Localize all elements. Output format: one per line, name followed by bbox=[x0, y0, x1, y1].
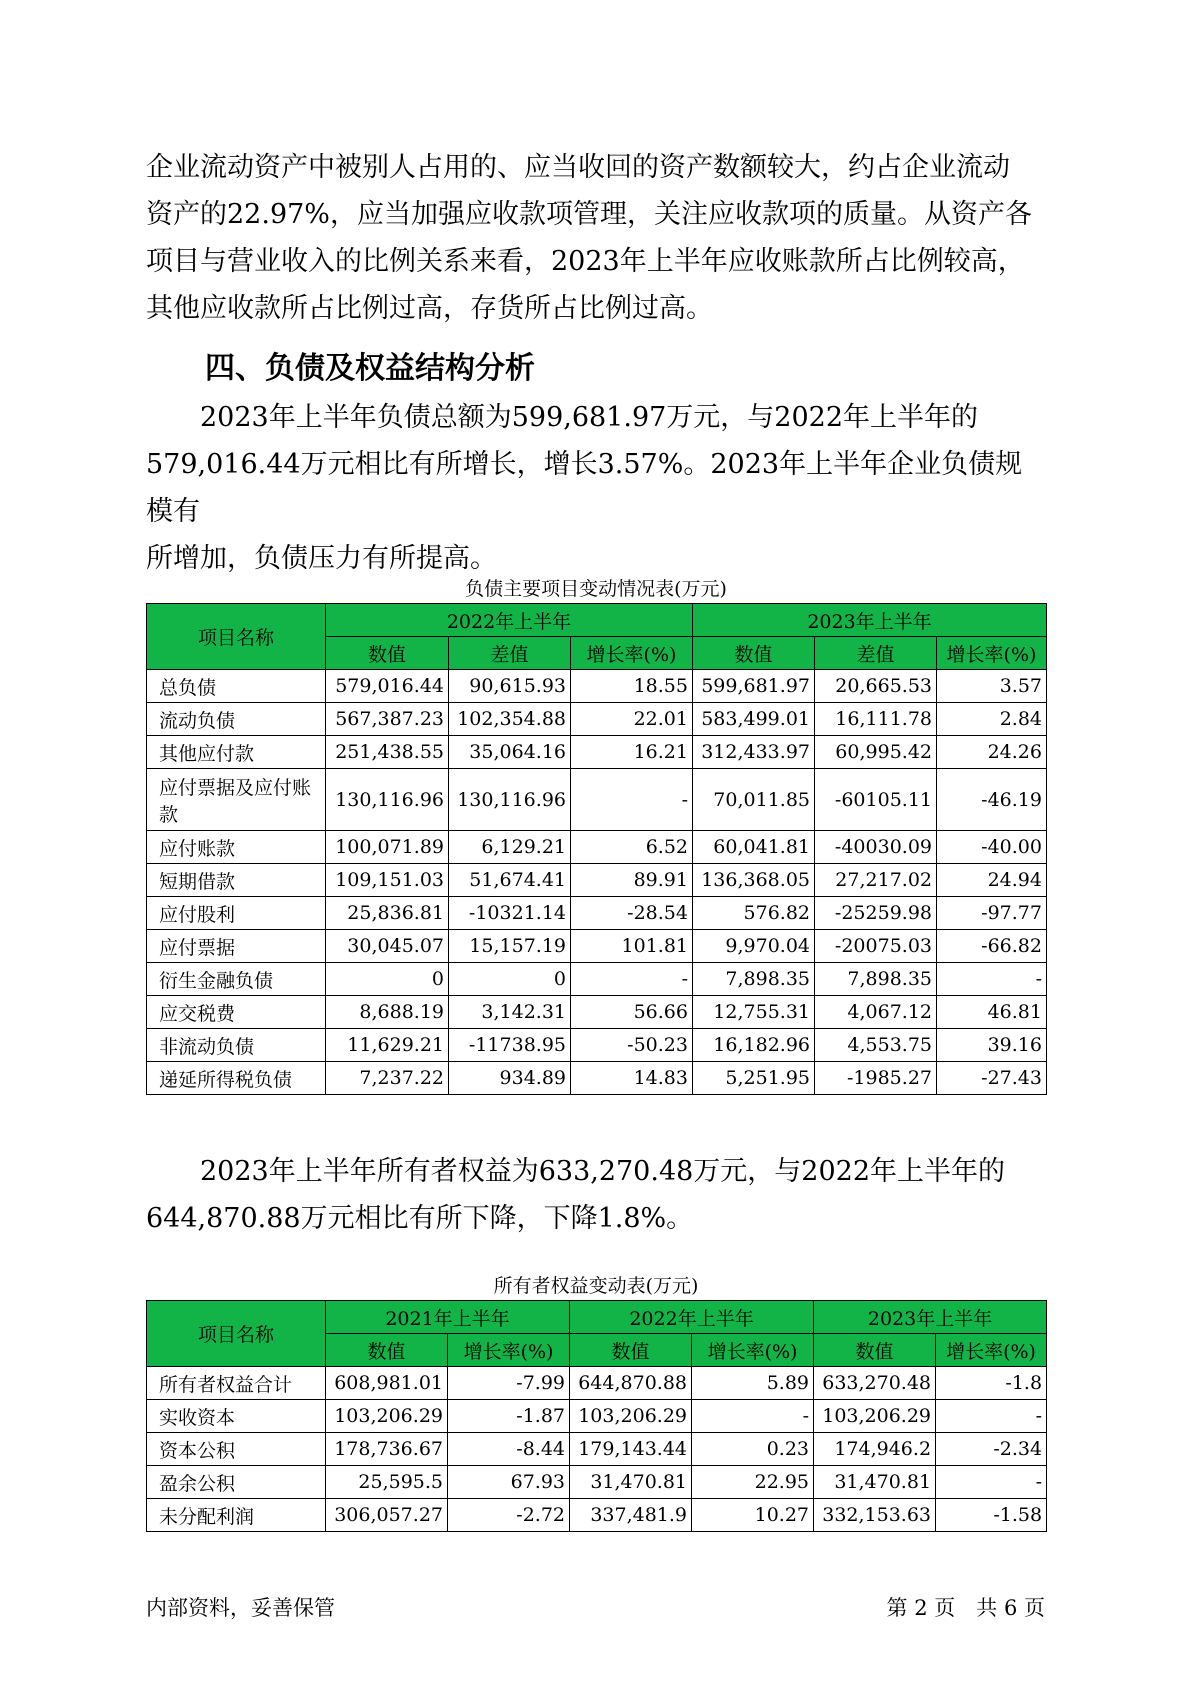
table-cell: -66.82 bbox=[937, 930, 1047, 963]
table-cell: 178,736.67 bbox=[326, 1433, 448, 1466]
row-name-cell: 应付票据及应付账款 bbox=[147, 769, 326, 831]
table-cell: -11738.95 bbox=[449, 1029, 571, 1062]
table-cell: 24.26 bbox=[937, 736, 1047, 769]
table-cell: 31,470.81 bbox=[570, 1466, 692, 1499]
table-cell: 130,116.96 bbox=[449, 769, 571, 831]
equity-table bbox=[146, 1300, 1047, 1532]
table-cell: 15,157.19 bbox=[449, 930, 571, 963]
footer-left: 内部资料，妥善保管 bbox=[146, 1596, 335, 1620]
table-cell: -97.77 bbox=[937, 897, 1047, 930]
table-cell: 16,111.78 bbox=[815, 703, 937, 736]
table-cell: -1985.27 bbox=[815, 1062, 937, 1095]
table-cell: 56.66 bbox=[571, 996, 693, 1029]
table-cell: 103,206.29 bbox=[326, 1400, 448, 1433]
table-cell: 18.55 bbox=[571, 670, 693, 703]
table-cell: 633,270.48 bbox=[814, 1367, 936, 1400]
table-cell: -27.43 bbox=[937, 1062, 1047, 1095]
subheader: 增长率(%) bbox=[571, 637, 693, 670]
table-cell: 10.27 bbox=[692, 1499, 814, 1532]
table-cell: -46.19 bbox=[937, 769, 1047, 831]
table-cell: 102,354.88 bbox=[449, 703, 571, 736]
row-name-cell: 所有者权益合计 bbox=[147, 1367, 326, 1400]
subheader: 差值 bbox=[449, 637, 571, 670]
header-group: 2023年上半年 bbox=[693, 604, 1047, 637]
table-cell: 0 bbox=[326, 963, 449, 996]
footer-page-info bbox=[887, 1592, 1046, 1622]
table-cell: - bbox=[936, 1400, 1047, 1433]
table-cell: 130,116.96 bbox=[326, 769, 449, 831]
table-cell: 179,143.44 bbox=[570, 1433, 692, 1466]
subheader: 数值 bbox=[570, 1334, 692, 1367]
table-cell: 3.57 bbox=[937, 670, 1047, 703]
table-cell: 22.01 bbox=[571, 703, 693, 736]
table-row bbox=[147, 1433, 1047, 1466]
table-row bbox=[147, 864, 1047, 897]
row-name-cell: 应交税费 bbox=[147, 996, 326, 1029]
table-cell: 251,438.55 bbox=[326, 736, 449, 769]
row-name-cell: 应付账款 bbox=[147, 831, 326, 864]
table-row bbox=[147, 1029, 1047, 1062]
table-row bbox=[147, 769, 1047, 831]
equity-line: 644,870.88万元相比有所下降，下降1.8%。 bbox=[146, 1203, 694, 1234]
section-heading: 四、负债及权益结构分析 bbox=[205, 351, 535, 386]
subheader: 数值 bbox=[814, 1334, 936, 1367]
intro-line: 项目与营业收入的比例关系来看，2023年上半年应收账款所占比例较高， bbox=[146, 246, 1025, 277]
header-group: 2022年上半年 bbox=[570, 1301, 814, 1334]
table-cell: 5.89 bbox=[692, 1367, 814, 1400]
intro-paragraph bbox=[146, 144, 1046, 332]
table-row bbox=[147, 670, 1047, 703]
row-name-cell: 其他应付款 bbox=[147, 736, 326, 769]
table-row bbox=[147, 930, 1047, 963]
table-cell: 35,064.16 bbox=[449, 736, 571, 769]
liability-line: 2023年上半年负债总额为599,681.97万元，与2022年上半年的 bbox=[146, 402, 979, 433]
table-cell: 25,595.5 bbox=[326, 1466, 448, 1499]
table-cell: 20,665.53 bbox=[815, 670, 937, 703]
table-cell: 89.91 bbox=[571, 864, 693, 897]
liability-paragraph bbox=[146, 394, 1046, 582]
table-cell: 2.84 bbox=[937, 703, 1047, 736]
table-cell: 16,182.96 bbox=[693, 1029, 815, 1062]
table-cell: -28.54 bbox=[571, 897, 693, 930]
row-name-cell: 总负债 bbox=[147, 670, 326, 703]
header-group: 2021年上半年 bbox=[326, 1301, 570, 1334]
subheader: 增长率(%) bbox=[448, 1334, 570, 1367]
header-item-name: 项目名称 bbox=[147, 1301, 326, 1367]
table-cell: 6.52 bbox=[571, 831, 693, 864]
liability-table-caption: 负债主要项目变动情况表(万元) bbox=[465, 578, 727, 600]
table-cell: - bbox=[571, 963, 693, 996]
table-cell: -1.87 bbox=[448, 1400, 570, 1433]
row-name-cell: 流动负债 bbox=[147, 703, 326, 736]
intro-line: 企业流动资产中被别人占用的、应当收回的资产数额较大，约占企业流动 bbox=[146, 152, 1010, 183]
table-cell: -50.23 bbox=[571, 1029, 693, 1062]
page-total: 6 bbox=[1003, 1596, 1018, 1620]
page-suffix: 页 bbox=[1024, 1596, 1045, 1620]
subheader: 数值 bbox=[326, 1334, 448, 1367]
table-cell: 174,946.2 bbox=[814, 1433, 936, 1466]
table-cell: 30,045.07 bbox=[326, 930, 449, 963]
table-cell: 0 bbox=[449, 963, 571, 996]
table-cell: 576.82 bbox=[693, 897, 815, 930]
table-cell: 567,387.23 bbox=[326, 703, 449, 736]
table-cell: 3,142.31 bbox=[449, 996, 571, 1029]
table-cell: 39.16 bbox=[937, 1029, 1047, 1062]
header-item-name: 项目名称 bbox=[147, 604, 326, 670]
row-name-cell: 衍生金融负债 bbox=[147, 963, 326, 996]
liability-line: 579,016.44万元相比有所增长，增长3.57%。2023年上半年企业负债规模有 bbox=[146, 449, 1023, 527]
table-cell: 100,071.89 bbox=[326, 831, 449, 864]
liability-line: 所增加，负债压力有所提高。 bbox=[146, 543, 497, 574]
row-name-cell: 盈余公积 bbox=[147, 1466, 326, 1499]
table-cell: 7,898.35 bbox=[693, 963, 815, 996]
table-cell: 101.81 bbox=[571, 930, 693, 963]
table-row bbox=[147, 1062, 1047, 1095]
subheader: 增长率(%) bbox=[936, 1334, 1047, 1367]
intro-line: 资产的22.97%，应当加强应收款项管理，关注应收款项的质量。从资产各 bbox=[146, 199, 1032, 230]
page-current: 2 bbox=[914, 1596, 928, 1620]
table-cell: 46.81 bbox=[937, 996, 1047, 1029]
table-row bbox=[147, 736, 1047, 769]
table-cell: -1.58 bbox=[936, 1499, 1047, 1532]
table-cell: - bbox=[936, 1466, 1047, 1499]
table-cell: -20075.03 bbox=[815, 930, 937, 963]
table-cell: 109,151.03 bbox=[326, 864, 449, 897]
liability-table bbox=[146, 603, 1047, 1095]
table-cell: 4,067.12 bbox=[815, 996, 937, 1029]
table-cell: 644,870.88 bbox=[570, 1367, 692, 1400]
table-cell: 579,016.44 bbox=[326, 670, 449, 703]
table-cell: 934.89 bbox=[449, 1062, 571, 1095]
row-name-cell: 应付票据 bbox=[147, 930, 326, 963]
table-cell: -1.8 bbox=[936, 1367, 1047, 1400]
table-cell: 51,674.41 bbox=[449, 864, 571, 897]
row-name-cell: 应付股利 bbox=[147, 897, 326, 930]
row-name-cell: 未分配利润 bbox=[147, 1499, 326, 1532]
table-cell: -25259.98 bbox=[815, 897, 937, 930]
table-row bbox=[147, 703, 1047, 736]
table-row bbox=[147, 996, 1047, 1029]
subheader: 差值 bbox=[815, 637, 937, 670]
page-prefix: 第 bbox=[886, 1596, 908, 1620]
header-group: 2023年上半年 bbox=[814, 1301, 1047, 1334]
table-cell: 11,629.21 bbox=[326, 1029, 449, 1062]
table-cell: - bbox=[937, 963, 1047, 996]
table-row bbox=[147, 831, 1047, 864]
table-cell: 70,011.85 bbox=[693, 769, 815, 831]
table-cell: -7.99 bbox=[448, 1367, 570, 1400]
table-cell: 5,251.95 bbox=[693, 1062, 815, 1095]
row-name-cell: 实收资本 bbox=[147, 1400, 326, 1433]
table-cell: -60105.11 bbox=[815, 769, 937, 831]
table-cell: 583,499.01 bbox=[693, 703, 815, 736]
table-cell: 8,688.19 bbox=[326, 996, 449, 1029]
table-cell: 25,836.81 bbox=[326, 897, 449, 930]
table-cell: 9,970.04 bbox=[693, 930, 815, 963]
table-row bbox=[147, 963, 1047, 996]
table-cell: -2.72 bbox=[448, 1499, 570, 1532]
table-cell: 312,433.97 bbox=[693, 736, 815, 769]
table-cell: 332,153.63 bbox=[814, 1499, 936, 1532]
table-row bbox=[147, 897, 1047, 930]
table-cell: 4,553.75 bbox=[815, 1029, 937, 1062]
table-cell: 31,470.81 bbox=[814, 1466, 936, 1499]
table-cell: 60,041.81 bbox=[693, 831, 815, 864]
row-name-cell: 资本公积 bbox=[147, 1433, 326, 1466]
table-cell: 90,615.93 bbox=[449, 670, 571, 703]
table-cell: 136,368.05 bbox=[693, 864, 815, 897]
equity-line: 2023年上半年所有者权益为633,270.48万元，与2022年上半年的 bbox=[146, 1156, 1006, 1187]
table-cell: 67.93 bbox=[448, 1466, 570, 1499]
header-group: 2022年上半年 bbox=[326, 604, 693, 637]
table-cell: 337,481.9 bbox=[570, 1499, 692, 1532]
table-cell: 6,129.21 bbox=[449, 831, 571, 864]
table-row bbox=[147, 1499, 1047, 1532]
table-cell: - bbox=[571, 769, 693, 831]
table-cell: -2.34 bbox=[936, 1433, 1047, 1466]
subheader: 数值 bbox=[326, 637, 449, 670]
table-cell: 16.21 bbox=[571, 736, 693, 769]
subheader: 数值 bbox=[693, 637, 815, 670]
table-cell: 599,681.97 bbox=[693, 670, 815, 703]
equity-table-caption: 所有者权益变动表(万元) bbox=[493, 1275, 699, 1297]
table-cell: 306,057.27 bbox=[326, 1499, 448, 1532]
table-cell: -8.44 bbox=[448, 1433, 570, 1466]
table-cell: 12,755.31 bbox=[693, 996, 815, 1029]
table-cell: - bbox=[692, 1400, 814, 1433]
table-cell: 60,995.42 bbox=[815, 736, 937, 769]
row-name-cell: 非流动负债 bbox=[147, 1029, 326, 1062]
table-row bbox=[147, 1367, 1047, 1400]
equity-paragraph bbox=[146, 1148, 1046, 1242]
table-row bbox=[147, 1466, 1047, 1499]
row-name-cell: 递延所得税负债 bbox=[147, 1062, 326, 1095]
subheader: 增长率(%) bbox=[937, 637, 1047, 670]
table-cell: 22.95 bbox=[692, 1466, 814, 1499]
table-cell: -40030.09 bbox=[815, 831, 937, 864]
row-name-cell: 短期借款 bbox=[147, 864, 326, 897]
table-cell: 14.83 bbox=[571, 1062, 693, 1095]
table-cell: 27,217.02 bbox=[815, 864, 937, 897]
table-cell: 103,206.29 bbox=[814, 1400, 936, 1433]
table-cell: -40.00 bbox=[937, 831, 1047, 864]
table-cell: 0.23 bbox=[692, 1433, 814, 1466]
intro-line: 其他应收款所占比例过高，存货所占比例过高。 bbox=[146, 293, 713, 324]
table-cell: 103,206.29 bbox=[570, 1400, 692, 1433]
table-cell: -10321.14 bbox=[449, 897, 571, 930]
table-cell: 7,237.22 bbox=[326, 1062, 449, 1095]
table-cell: 608,981.01 bbox=[326, 1367, 448, 1400]
subheader: 增长率(%) bbox=[692, 1334, 814, 1367]
table-cell: 24.94 bbox=[937, 864, 1047, 897]
page-mid: 页 共 bbox=[934, 1596, 998, 1620]
table-cell: 7,898.35 bbox=[815, 963, 937, 996]
table-row bbox=[147, 1400, 1047, 1433]
